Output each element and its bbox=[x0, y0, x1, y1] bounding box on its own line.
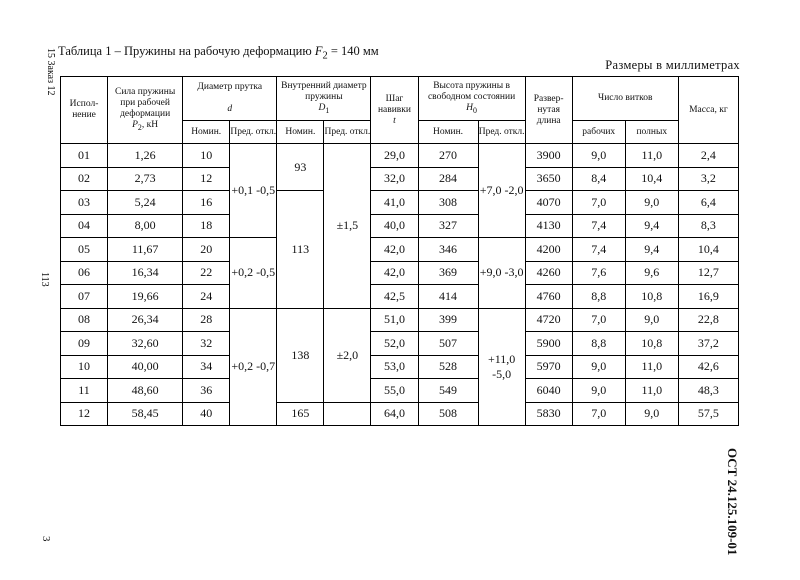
header-turns: Число витков bbox=[572, 77, 678, 121]
cell-turns-working: 7,4 bbox=[572, 214, 625, 238]
cell-mass: 57,5 bbox=[678, 402, 738, 426]
cell-height: 270 bbox=[418, 144, 478, 168]
header-rod-diameter bbox=[183, 77, 277, 121]
cell-height: 414 bbox=[418, 285, 478, 309]
cell-rod-diameter: 16 bbox=[183, 191, 230, 215]
cell-height: 549 bbox=[418, 379, 478, 403]
header-inner-diameter bbox=[277, 77, 371, 121]
table-row bbox=[61, 402, 739, 426]
header-execution: Испол-нение bbox=[61, 77, 108, 144]
header-force-symbol: P bbox=[132, 120, 138, 131]
cell-turns-full: 9,4 bbox=[625, 214, 678, 238]
header-height-nominal: Номин. bbox=[418, 121, 478, 144]
cell-height-tolerance: +7,0 -2,0 bbox=[478, 144, 525, 238]
cell-execution: 08 bbox=[61, 308, 108, 332]
header-pitch-symbol: t bbox=[393, 115, 396, 126]
cell-height-tolerance: +11,0 -5,0 bbox=[478, 308, 525, 426]
cell-rod-diameter: 24 bbox=[183, 285, 230, 309]
table-row bbox=[61, 261, 739, 285]
cell-pitch: 32,0 bbox=[371, 167, 418, 191]
caption-text: Таблица 1 – Пружины на рабочую деформацию bbox=[58, 44, 315, 58]
cell-inner-tolerance: ±2,0 bbox=[324, 308, 371, 402]
cell-inner-nominal: 165 bbox=[277, 402, 324, 426]
cell-turns-working: 9,0 bbox=[572, 144, 625, 168]
header-inner-tolerance: Пред. откл. bbox=[324, 121, 371, 144]
cell-inner-nominal: 113 bbox=[277, 191, 324, 309]
table-row bbox=[61, 238, 739, 262]
cell-force: 5,24 bbox=[108, 191, 183, 215]
header-turns-working: рабочих bbox=[572, 121, 625, 144]
cell-force: 16,34 bbox=[108, 261, 183, 285]
cell-rod-tolerance: +0,2 -0,7 bbox=[230, 308, 277, 426]
cell-height-tolerance: +9,0 -3,0 bbox=[478, 238, 525, 309]
cell-force: 32,60 bbox=[108, 332, 183, 356]
cell-pitch: 41,0 bbox=[371, 191, 418, 215]
cell-mass: 12,7 bbox=[678, 261, 738, 285]
order-note: 15 Заказ 12 bbox=[45, 48, 56, 96]
header-inner-sub: 1 bbox=[325, 105, 330, 115]
table-row bbox=[61, 144, 739, 168]
cell-turns-full: 11,0 bbox=[625, 144, 678, 168]
cell-mass: 6,4 bbox=[678, 191, 738, 215]
cell-inner-tolerance: ±1,5 bbox=[324, 144, 371, 309]
cell-mass: 3,2 bbox=[678, 167, 738, 191]
cell-execution: 04 bbox=[61, 214, 108, 238]
cell-rod-tolerance: +0,1 -0,5 bbox=[230, 144, 277, 238]
cell-turns-full: 10,4 bbox=[625, 167, 678, 191]
header-height-tolerance: Пред. откл. bbox=[478, 121, 525, 144]
cell-length: 5970 bbox=[525, 355, 572, 379]
cell-turns-working: 9,0 bbox=[572, 379, 625, 403]
cell-height: 327 bbox=[418, 214, 478, 238]
cell-turns-full: 11,0 bbox=[625, 355, 678, 379]
cell-rod-diameter: 28 bbox=[183, 308, 230, 332]
cell-pitch: 29,0 bbox=[371, 144, 418, 168]
cell-length: 4760 bbox=[525, 285, 572, 309]
caption-value: = 140 мм bbox=[327, 44, 379, 58]
header-rod-text: Диаметр прутка bbox=[197, 82, 263, 92]
cell-mass: 16,9 bbox=[678, 285, 738, 309]
cell-execution: 02 bbox=[61, 167, 108, 191]
cell-turns-full: 9,4 bbox=[625, 238, 678, 262]
table-row bbox=[61, 285, 739, 309]
cell-height: 346 bbox=[418, 238, 478, 262]
cell-length: 4070 bbox=[525, 191, 572, 215]
cell-rod-diameter: 36 bbox=[183, 379, 230, 403]
table-row bbox=[61, 332, 739, 356]
cell-execution: 01 bbox=[61, 144, 108, 168]
cell-length: 4130 bbox=[525, 214, 572, 238]
cell-inner-nominal: 93 bbox=[277, 144, 324, 191]
table-row bbox=[61, 191, 739, 215]
cell-height: 369 bbox=[418, 261, 478, 285]
cell-execution: 03 bbox=[61, 191, 108, 215]
document-code: ОСТ 24.125.109-01 bbox=[725, 448, 740, 556]
table-caption bbox=[58, 44, 379, 62]
cell-pitch: 40,0 bbox=[371, 214, 418, 238]
cell-pitch: 53,0 bbox=[371, 355, 418, 379]
cell-mass: 42,6 bbox=[678, 355, 738, 379]
cell-length: 3900 bbox=[525, 144, 572, 168]
cell-force: 11,67 bbox=[108, 238, 183, 262]
cell-turns-full: 9,0 bbox=[625, 191, 678, 215]
cell-pitch: 42,0 bbox=[371, 238, 418, 262]
cell-length: 4200 bbox=[525, 238, 572, 262]
header-height-sub: 0 bbox=[473, 105, 477, 115]
table-row bbox=[61, 379, 739, 403]
cell-length: 6040 bbox=[525, 379, 572, 403]
cell-length: 5900 bbox=[525, 332, 572, 356]
cell-execution: 09 bbox=[61, 332, 108, 356]
cell-height: 399 bbox=[418, 308, 478, 332]
cell-execution: 12 bbox=[61, 402, 108, 426]
cell-turns-full: 9,6 bbox=[625, 261, 678, 285]
cell-force: 8,00 bbox=[108, 214, 183, 238]
cell-height: 284 bbox=[418, 167, 478, 191]
page-number: 3 bbox=[40, 536, 52, 542]
cell-rod-diameter: 10 bbox=[183, 144, 230, 168]
cell-rod-diameter: 34 bbox=[183, 355, 230, 379]
cell-turns-full: 10,8 bbox=[625, 285, 678, 309]
cell-force: 26,34 bbox=[108, 308, 183, 332]
cell-mass: 10,4 bbox=[678, 238, 738, 262]
cell-turns-working: 7,4 bbox=[572, 238, 625, 262]
cell-mass: 37,2 bbox=[678, 332, 738, 356]
cell-mass: 8,3 bbox=[678, 214, 738, 238]
cell-inner-nominal: 138 bbox=[277, 308, 324, 402]
cell-rod-tolerance: +0,2 -0,5 bbox=[230, 238, 277, 309]
header-rod-symbol: d bbox=[227, 104, 233, 114]
cell-mass: 2,4 bbox=[678, 144, 738, 168]
cell-rod-diameter: 12 bbox=[183, 167, 230, 191]
cell-length: 5830 bbox=[525, 402, 572, 426]
cell-rod-diameter: 18 bbox=[183, 214, 230, 238]
caption-symbol: F bbox=[314, 44, 323, 58]
header-height-symbol: H bbox=[466, 103, 474, 114]
cell-height: 308 bbox=[418, 191, 478, 215]
cell-turns-working: 8,8 bbox=[572, 285, 625, 309]
header-mass: Масса, кг bbox=[678, 77, 738, 144]
cell-rod-diameter: 22 bbox=[183, 261, 230, 285]
header-free-height bbox=[418, 77, 525, 121]
cell-length: 3650 bbox=[525, 167, 572, 191]
cell-length: 4260 bbox=[525, 261, 572, 285]
cell-turns-working: 7,0 bbox=[572, 308, 625, 332]
header-force bbox=[108, 77, 183, 144]
header-force-text: Сила пружины при рабочей деформации bbox=[115, 87, 176, 120]
header-force-sub: 2 bbox=[137, 122, 142, 132]
header-inner-symbol: D bbox=[318, 103, 326, 114]
cell-rod-diameter: 20 bbox=[183, 238, 230, 262]
cell-rod-diameter: 32 bbox=[183, 332, 230, 356]
header-height-text: Высота пружины в свободном состоянии bbox=[427, 81, 516, 103]
header-pitch-text: Шаг навивки bbox=[377, 93, 411, 115]
cell-execution: 11 bbox=[61, 379, 108, 403]
header-force-unit: , кН bbox=[141, 120, 159, 131]
cell-execution: 10 bbox=[61, 355, 108, 379]
cell-pitch: 51,0 bbox=[371, 308, 418, 332]
cell-turns-working: 8,8 bbox=[572, 332, 625, 356]
header-rod-tolerance: Пред. откл. bbox=[230, 121, 277, 144]
cell-pitch: 52,0 bbox=[371, 332, 418, 356]
cell-execution: 07 bbox=[61, 285, 108, 309]
cell-force: 58,45 bbox=[108, 402, 183, 426]
cell-height: 528 bbox=[418, 355, 478, 379]
cell-pitch: 55,0 bbox=[371, 379, 418, 403]
cell-rod-diameter: 40 bbox=[183, 402, 230, 426]
cell-mass: 48,3 bbox=[678, 379, 738, 403]
cell-turns-working: 7,0 bbox=[572, 402, 625, 426]
units-note: Размеры в миллиметрах bbox=[605, 58, 740, 72]
cell-turns-full: 11,0 bbox=[625, 379, 678, 403]
cell-height: 508 bbox=[418, 402, 478, 426]
table-row bbox=[61, 214, 739, 238]
cell-length: 4720 bbox=[525, 308, 572, 332]
header-rod-nominal: Номин. bbox=[183, 121, 230, 144]
cell-force: 2,73 bbox=[108, 167, 183, 191]
cell-execution: 05 bbox=[61, 238, 108, 262]
table-row bbox=[61, 308, 739, 332]
rotated-page-number: 113 bbox=[39, 272, 50, 287]
cell-force: 19,66 bbox=[108, 285, 183, 309]
caption-subscript: 2 bbox=[322, 50, 328, 62]
header-developed-length: Развер-нутая длина bbox=[525, 77, 572, 144]
cell-turns-working: 7,0 bbox=[572, 191, 625, 215]
cell-force: 40,00 bbox=[108, 355, 183, 379]
cell-turns-full: 10,8 bbox=[625, 332, 678, 356]
table-row bbox=[61, 167, 739, 191]
table-row bbox=[61, 355, 739, 379]
cell-pitch: 42,0 bbox=[371, 261, 418, 285]
header-turns-full: полных bbox=[625, 121, 678, 144]
cell-turns-full: 9,0 bbox=[625, 402, 678, 426]
cell-mass: 22,8 bbox=[678, 308, 738, 332]
cell-turns-working: 7,6 bbox=[572, 261, 625, 285]
cell-pitch: 64,0 bbox=[371, 402, 418, 426]
cell-turns-working: 8,4 bbox=[572, 167, 625, 191]
header-pitch bbox=[371, 77, 418, 144]
cell-inner-tolerance bbox=[324, 402, 371, 426]
cell-turns-working: 9,0 bbox=[572, 355, 625, 379]
cell-pitch: 42,5 bbox=[371, 285, 418, 309]
cell-force: 48,60 bbox=[108, 379, 183, 403]
springs-table bbox=[60, 76, 739, 426]
cell-turns-full: 9,0 bbox=[625, 308, 678, 332]
header-inner-text: Внутренний диаметр пружины bbox=[281, 81, 367, 103]
cell-height: 507 bbox=[418, 332, 478, 356]
cell-execution: 06 bbox=[61, 261, 108, 285]
header-inner-nominal: Номин. bbox=[277, 121, 324, 144]
cell-force: 1,26 bbox=[108, 144, 183, 168]
